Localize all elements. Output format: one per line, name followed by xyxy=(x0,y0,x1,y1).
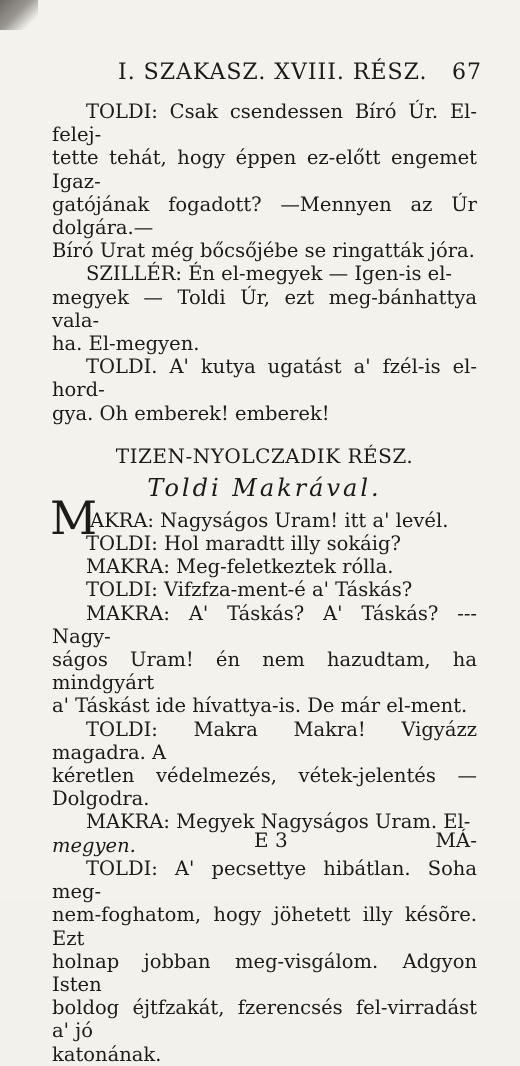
running-header xyxy=(118,60,482,85)
dropcap-letter: M xyxy=(50,490,98,545)
text-line: TOLDI: Vifzfza-ment-é a' Táskás? xyxy=(86,578,413,602)
page-body xyxy=(52,100,477,1066)
text-line: katonának. xyxy=(52,1042,162,1066)
text-line: a' Táskást ide hívattya-is. De már el-ment. xyxy=(52,694,468,718)
page-corner-shadow xyxy=(0,0,38,30)
text-line: megyen. xyxy=(52,833,136,857)
text-line: TOLDI. A' kutya ugatást a' fzél-is el-hord- xyxy=(52,355,477,402)
text-line: MAKRA: Meg-feletkeztek rólla. xyxy=(86,555,394,579)
chapter-title: TIZEN-NYOLCZADIK RÉSZ. xyxy=(115,443,414,468)
text-line: Bíró Urat még bőcsőjébe se ringatták jóra. xyxy=(52,239,475,263)
text-line: MAKRA: A' Táskás? A' Táskás? --- Nagy- xyxy=(52,601,477,648)
text-line: tette tehát, hogy éppen ez-előtt engemet Igaz- xyxy=(52,146,477,193)
text-line: kéretlen védelmezés, vétek-jelentés — Dolgodra. xyxy=(52,764,477,811)
text-line: holnap jobban meg-visgálom. Adgyon Isten xyxy=(52,949,477,996)
text-line: AKRA: Nagyságos Uram! itt a' levél. xyxy=(90,508,449,532)
text-line: SZILLÉR: Én el-megyek — Igen-is el- xyxy=(86,262,453,286)
text-line: boldog éjtfzakát, fzerencsés fel-virradást a' jó xyxy=(52,996,477,1043)
signature-mark: E 3 xyxy=(254,828,288,852)
text-line: TOLDI: Csak csendessen Bíró Úr. El-felej- xyxy=(52,100,477,147)
catchword: MÁ- xyxy=(435,828,477,852)
text-line: TOLDI: A' pecsettye hibátlan. Soha meg- xyxy=(52,856,477,904)
text-line: ha. El-megyen. xyxy=(52,332,200,356)
text-line: nem-foghatom, hogy jöhetett illy késõre. Ezt xyxy=(52,903,477,950)
text-line: gya. Oh emberek! emberek! xyxy=(52,401,330,425)
running-title: I. SZAKASZ. XVIII. RÉSZ. xyxy=(118,60,428,85)
text-line: TOLDI: Hol maradtt illy sokáig? xyxy=(86,532,401,556)
chapter-subtitle: Toldi Makrával. xyxy=(147,473,382,502)
text-line: gatójának fogadott? —Mennyen az Úr dolgára.— xyxy=(52,192,477,240)
text-line: MAKRA: Megyek Nagyságos Uram. El- xyxy=(86,810,471,834)
page-number: 67 xyxy=(452,60,482,85)
text-line: megyek — Toldi Úr, ezt meg-bánhattya vala- xyxy=(52,285,477,332)
text-line: ságos Uram! én nem hazudtam, ha mindgyárt xyxy=(52,648,477,695)
text-line: TOLDI: Makra Makra! Vigyázz magadra. A xyxy=(52,717,477,764)
